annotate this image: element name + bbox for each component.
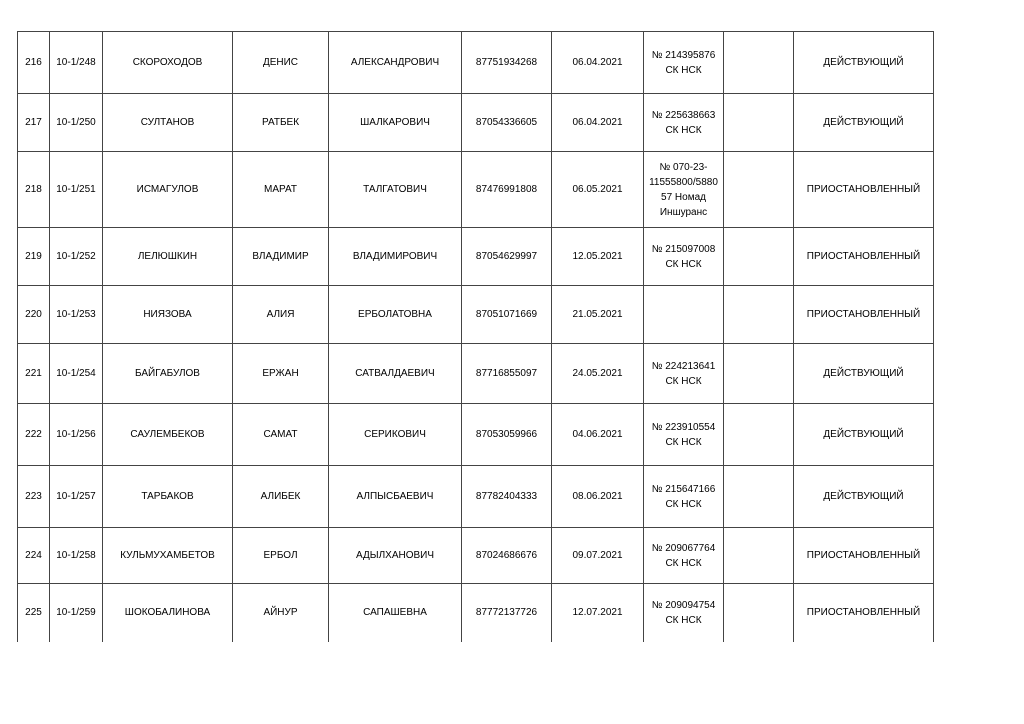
table-row <box>18 466 934 528</box>
phone-cell: 87024686676 <box>462 528 552 584</box>
first-name-cell: ЕРЖАН <box>233 344 329 404</box>
patronymic-cell: ЕРБОЛАТОВНА <box>329 286 462 344</box>
table-row <box>18 94 934 152</box>
phone-cell: 87772137726 <box>462 584 552 642</box>
empty-cell <box>724 32 794 94</box>
empty-cell <box>724 286 794 344</box>
row-number-cell: 222 <box>18 404 50 466</box>
empty-cell <box>724 152 794 228</box>
patronymic-cell: ТАЛГАТОВИЧ <box>329 152 462 228</box>
last-name-cell: ШОКОБАЛИНОВА <box>103 584 233 642</box>
insurance-policy-cell: № 209067764 СК НСК <box>644 528 724 584</box>
row-number-cell: 217 <box>18 94 50 152</box>
patronymic-cell: СЕРИКОВИЧ <box>329 404 462 466</box>
insurance-policy-cell: № 209094754 СК НСК <box>644 584 724 642</box>
table-row <box>18 286 934 344</box>
phone-cell: 87054629997 <box>462 228 552 286</box>
status-cell: ДЕЙСТВУЮЩИЙ <box>794 466 934 528</box>
date-cell: 06.04.2021 <box>552 32 644 94</box>
status-cell: ПРИОСТАНОВЛЕННЫЙ <box>794 152 934 228</box>
date-cell: 06.05.2021 <box>552 152 644 228</box>
patronymic-cell: САТВАЛДАЕВИЧ <box>329 344 462 404</box>
insurance-policy-cell: № 215097008 СК НСК <box>644 228 724 286</box>
date-cell: 12.05.2021 <box>552 228 644 286</box>
status-cell: ДЕЙСТВУЮЩИЙ <box>794 404 934 466</box>
table-body <box>18 32 934 642</box>
date-cell: 24.05.2021 <box>552 344 644 404</box>
first-name-cell: ВЛАДИМИР <box>233 228 329 286</box>
first-name-cell: МАРАТ <box>233 152 329 228</box>
insurance-policy-cell <box>644 286 724 344</box>
table-row <box>18 152 934 228</box>
row-number-cell: 224 <box>18 528 50 584</box>
registration-code-cell: 10-1/250 <box>50 94 103 152</box>
first-name-cell: АЙНУР <box>233 584 329 642</box>
row-number-cell: 216 <box>18 32 50 94</box>
date-cell: 12.07.2021 <box>552 584 644 642</box>
phone-cell: 87476991808 <box>462 152 552 228</box>
phone-cell: 87051071669 <box>462 286 552 344</box>
empty-cell <box>724 584 794 642</box>
row-number-cell: 220 <box>18 286 50 344</box>
patronymic-cell: САПАШЕВНА <box>329 584 462 642</box>
table-row <box>18 404 934 466</box>
insurance-policy-cell: № 224213641 СК НСК <box>644 344 724 404</box>
date-cell: 21.05.2021 <box>552 286 644 344</box>
table-row <box>18 344 934 404</box>
empty-cell <box>724 404 794 466</box>
insurance-policy-cell: № 223910554 СК НСК <box>644 404 724 466</box>
phone-cell: 87716855097 <box>462 344 552 404</box>
registration-code-cell: 10-1/257 <box>50 466 103 528</box>
last-name-cell: ТАРБАКОВ <box>103 466 233 528</box>
status-cell: ДЕЙСТВУЮЩИЙ <box>794 94 934 152</box>
insurance-policy-cell: № 225638663 СК НСК <box>644 94 724 152</box>
phone-cell: 87054336605 <box>462 94 552 152</box>
first-name-cell: ДЕНИС <box>233 32 329 94</box>
status-cell: ПРИОСТАНОВЛЕННЫЙ <box>794 584 934 642</box>
date-cell: 06.04.2021 <box>552 94 644 152</box>
registration-code-cell: 10-1/252 <box>50 228 103 286</box>
first-name-cell: АЛИЯ <box>233 286 329 344</box>
registration-code-cell: 10-1/253 <box>50 286 103 344</box>
row-number-cell: 223 <box>18 466 50 528</box>
first-name-cell: ЕРБОЛ <box>233 528 329 584</box>
patronymic-cell: АЛПЫСБАЕВИЧ <box>329 466 462 528</box>
insurance-policy-cell: № 214395876 СК НСК <box>644 32 724 94</box>
registration-code-cell: 10-1/248 <box>50 32 103 94</box>
status-cell: ПРИОСТАНОВЛЕННЫЙ <box>794 228 934 286</box>
last-name-cell: БАЙГАБУЛОВ <box>103 344 233 404</box>
last-name-cell: КУЛЬМУХАМБЕТОВ <box>103 528 233 584</box>
phone-cell: 87053059966 <box>462 404 552 466</box>
date-cell: 09.07.2021 <box>552 528 644 584</box>
patronymic-cell: ШАЛКАРОВИЧ <box>329 94 462 152</box>
status-cell: ДЕЙСТВУЮЩИЙ <box>794 344 934 404</box>
empty-cell <box>724 94 794 152</box>
last-name-cell: НИЯЗОВА <box>103 286 233 344</box>
registration-code-cell: 10-1/254 <box>50 344 103 404</box>
last-name-cell: ИСМАГУЛОВ <box>103 152 233 228</box>
registration-code-cell: 10-1/258 <box>50 528 103 584</box>
empty-cell <box>724 228 794 286</box>
phone-cell: 87751934268 <box>462 32 552 94</box>
insurance-policy-cell: № 070-23- 11555800/5880 57 Номад Иншуранс <box>644 152 724 228</box>
registration-code-cell: 10-1/256 <box>50 404 103 466</box>
status-cell: ПРИОСТАНОВЛЕННЫЙ <box>794 286 934 344</box>
date-cell: 04.06.2021 <box>552 404 644 466</box>
row-number-cell: 219 <box>18 228 50 286</box>
registration-code-cell: 10-1/259 <box>50 584 103 642</box>
first-name-cell: РАТБЕК <box>233 94 329 152</box>
patronymic-cell: АЛЕКСАНДРОВИЧ <box>329 32 462 94</box>
row-number-cell: 221 <box>18 344 50 404</box>
row-number-cell: 218 <box>18 152 50 228</box>
insurance-policy-cell: № 215647166 СК НСК <box>644 466 724 528</box>
patronymic-cell: АДЫЛХАНОВИЧ <box>329 528 462 584</box>
table-row <box>18 32 934 94</box>
patronymic-cell: ВЛАДИМИРОВИЧ <box>329 228 462 286</box>
first-name-cell: САМАТ <box>233 404 329 466</box>
registry-table <box>17 31 934 642</box>
status-cell: ДЕЙСТВУЮЩИЙ <box>794 32 934 94</box>
last-name-cell: САУЛЕМБЕКОВ <box>103 404 233 466</box>
table-row <box>18 584 934 642</box>
phone-cell: 87782404333 <box>462 466 552 528</box>
date-cell: 08.06.2021 <box>552 466 644 528</box>
last-name-cell: СКОРОХОДОВ <box>103 32 233 94</box>
empty-cell <box>724 344 794 404</box>
last-name-cell: ЛЕЛЮШКИН <box>103 228 233 286</box>
table-row <box>18 228 934 286</box>
first-name-cell: АЛИБЕК <box>233 466 329 528</box>
registration-code-cell: 10-1/251 <box>50 152 103 228</box>
status-cell: ПРИОСТАНОВЛЕННЫЙ <box>794 528 934 584</box>
table-row <box>18 528 934 584</box>
empty-cell <box>724 466 794 528</box>
empty-cell <box>724 528 794 584</box>
row-number-cell: 225 <box>18 584 50 642</box>
last-name-cell: СУЛТАНОВ <box>103 94 233 152</box>
